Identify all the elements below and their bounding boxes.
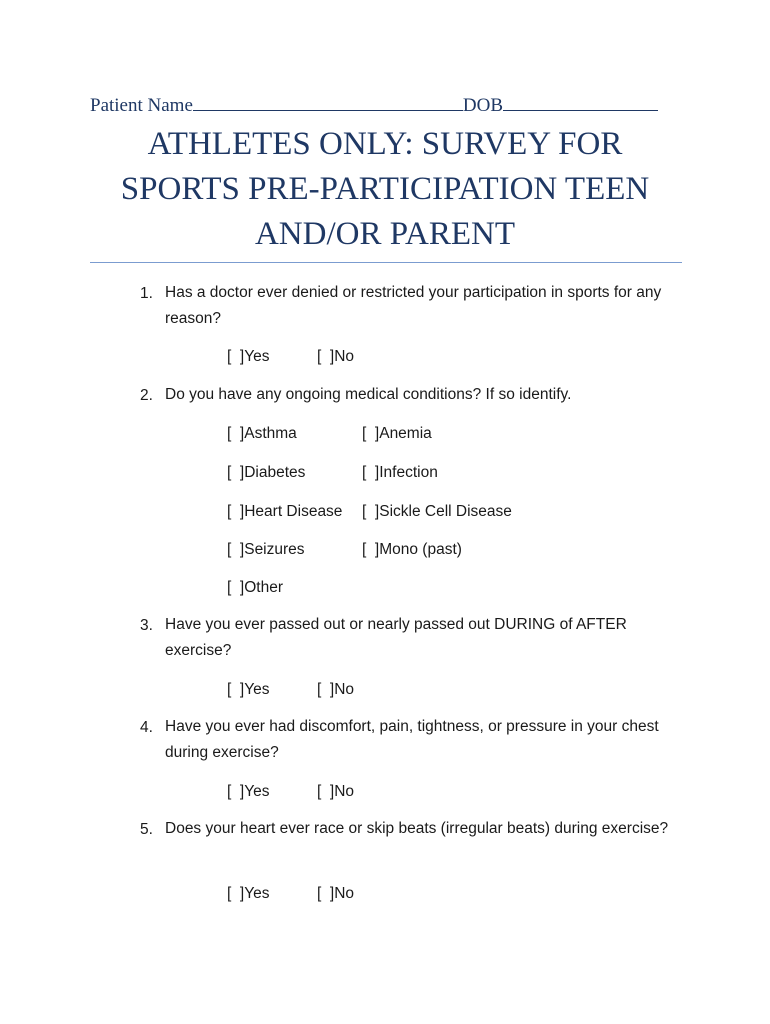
option-seizures-checkbox[interactable]: [ ]Seizures [227, 541, 305, 558]
option-yes-checkbox[interactable]: [ ]Yes [227, 348, 270, 365]
option-anemia-checkbox[interactable]: [ ]Anemia [362, 425, 432, 442]
patient-name-label: Patient Name [90, 95, 193, 116]
patient-info-line [90, 94, 658, 117]
option-no-checkbox[interactable]: [ ]No [317, 783, 355, 800]
question-text: Have you ever passed out or nearly passed out DURING of AFTER exercise? [165, 616, 627, 659]
option-yes-checkbox[interactable]: [ ]Yes [227, 681, 270, 698]
question-text: Has a doctor ever denied or restricted your participation in sports for any reason? [165, 284, 662, 327]
page-title: ATHLETES ONLY: SURVEY FOR SPORTS PRE-PARTICIPATION TEEN AND/OR PARENT [120, 126, 650, 252]
question-number: 1. [140, 285, 153, 302]
option-asthma-checkbox[interactable]: [ ]Asthma [227, 425, 297, 442]
option-heart-disease-checkbox[interactable]: [ ]Heart Disease [227, 503, 343, 520]
question-number: 4. [140, 719, 153, 736]
option-sickle-cell-checkbox[interactable]: [ ]Sickle Cell Disease [362, 503, 512, 520]
dob-field[interactable] [503, 94, 658, 111]
title-divider [90, 262, 682, 263]
option-yes-checkbox[interactable]: [ ]Yes [227, 885, 270, 902]
option-no-checkbox[interactable]: [ ]No [317, 681, 355, 698]
question-text: Have you ever had discomfort, pain, tightness, or pressure in your chest during exercise? [165, 718, 659, 761]
option-no-checkbox[interactable]: [ ]No [317, 348, 355, 365]
question-number: 3. [140, 617, 153, 634]
question-text: Do you have any ongoing medical conditions? If so identify. [165, 386, 572, 403]
question-number: 2. [140, 387, 153, 404]
option-other-checkbox[interactable]: [ ]Other [227, 579, 283, 596]
option-no-checkbox[interactable]: [ ]No [317, 885, 355, 902]
option-infection-checkbox[interactable]: [ ]Infection [362, 464, 438, 481]
dob-label: DOB [462, 95, 504, 116]
patient-name-field[interactable] [193, 94, 463, 111]
option-yes-checkbox[interactable]: [ ]Yes [227, 783, 270, 800]
question-number: 5. [140, 821, 153, 838]
question-text: Does your heart ever race or skip beats (irregular beats) during exercise? [165, 820, 669, 837]
option-diabetes-checkbox[interactable]: [ ]Diabetes [227, 464, 306, 481]
option-mono-checkbox[interactable]: [ ]Mono (past) [362, 541, 462, 558]
